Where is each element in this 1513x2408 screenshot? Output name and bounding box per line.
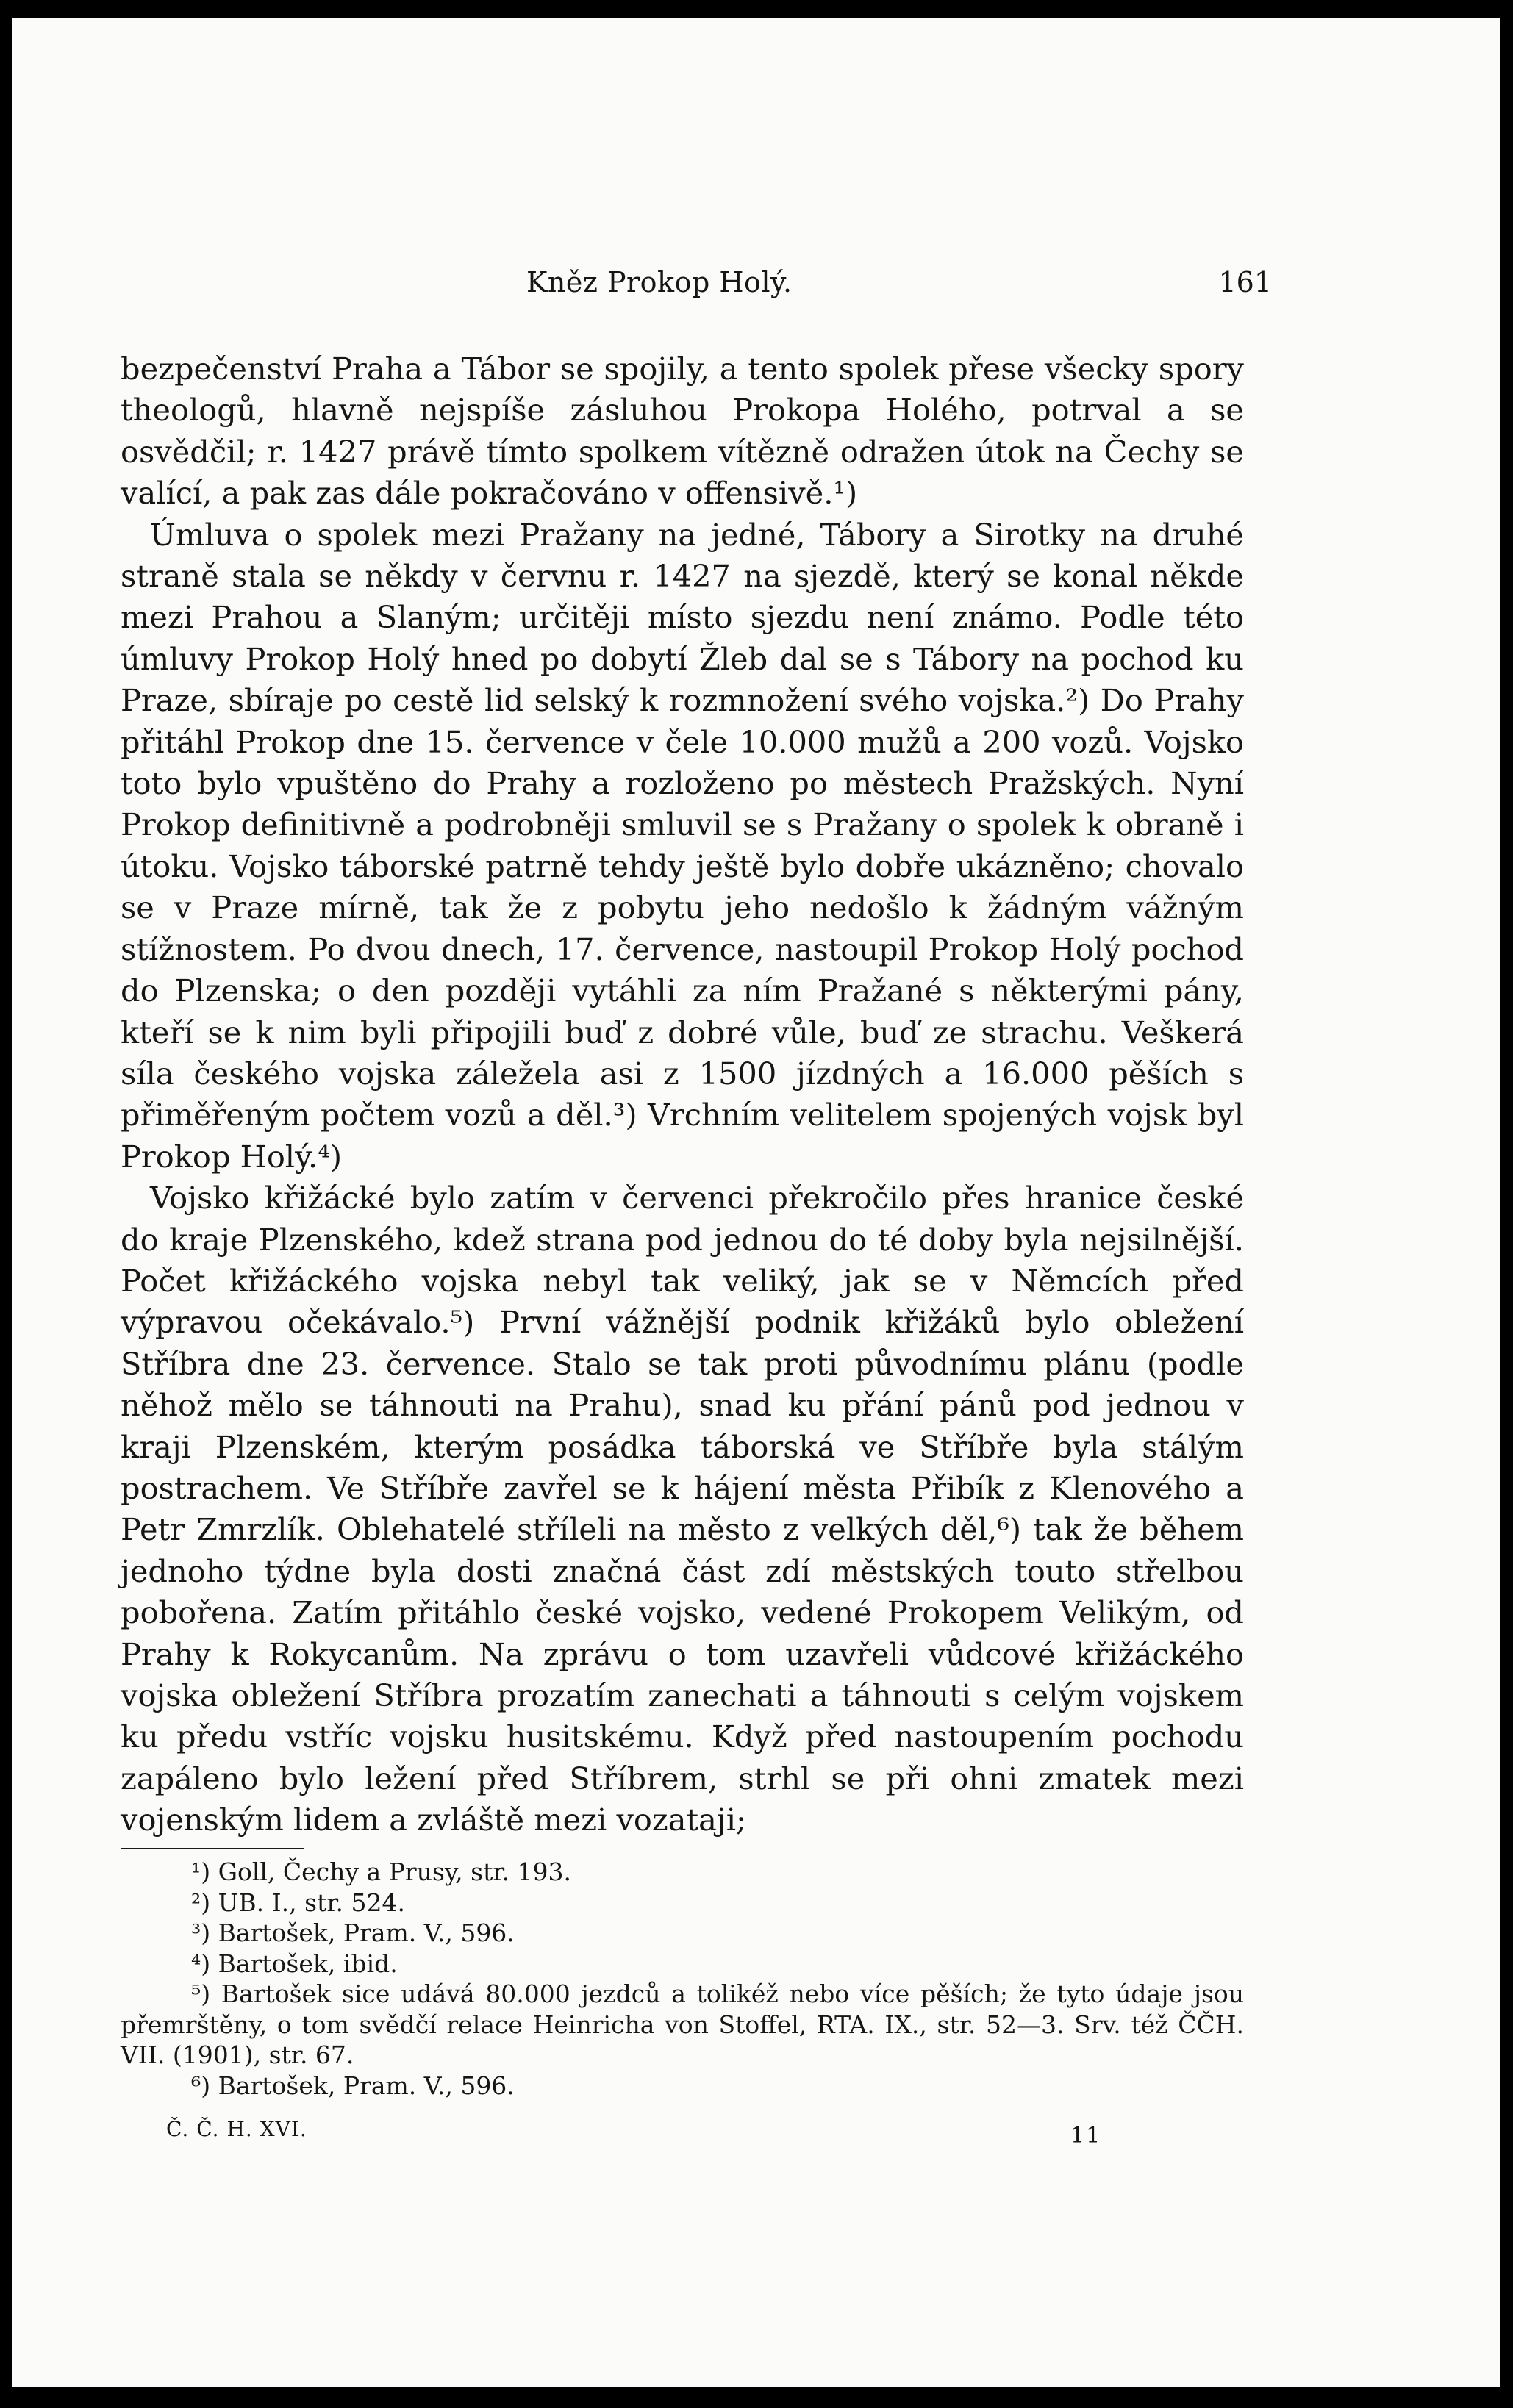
body-text [121, 348, 1244, 1841]
footnote: ⁶) Bartošek, Pram. V., 596. [191, 2071, 515, 2100]
footnote-divider [121, 1848, 304, 1849]
book-page [12, 18, 1500, 2387]
footnote: ⁴) Bartošek, ibid. [191, 1949, 398, 1978]
footnote: ³) Bartošek, Pram. V., 596. [191, 1918, 515, 1947]
paragraph: bezpečenství Praha a Tábor se spojily, a tento spolek přese všecky spory theologů, hlavně nejspíše zásluhou Prokopa Holého, potrval a se osvědčil; r. 1427 právě tímto spolkem vítězně odražen útok na Čechy se valící, a pak zas dále pokračováno v offensivě.¹) [121, 351, 1244, 512]
paragraph: Vojsko křižácké bylo zatím v červenci překročilo přes hranice české do kraje Plzenského, kdež strana pod jednou do té doby byla nejsilnější. Počet křižáckého vojska nebyl tak veliký, jak se v Němcích před výpravou očekávalo.⁵) První vážnější podnik křižáků bylo obležení Stříbra dne 23. července. Stalo se tak proti původnímu plánu (podle něhož mělo se táhnouti na Prahu), snad ku přání pánů pod jednou v kraji Plzenském, kterým posádka táborská ve Stříbře byla stálým postrachem. Ve Stříbře zavřel se k hájení města Přibík z Klenového a Petr Zmrzlík. Oblehatelé stříleli na město z velkých děl,⁶) tak že během jednoho týdne byla dosti značná část zdí městských touto střelbou pobořena. Zatím přitáhlo české vojsko, vedené Prokopem Velikým, od Prahy k Rokycanům. Na zprávu o tom uzavřeli vůdcové křižáckého vojska obležení Stříbra prozatím zanechati a táhnouti s celým vojskem ku předu vstříc vojsku husitskému. Když před nastoupením pochodu zapáleno bylo ležení před Stříbrem, strhl se při ohni zmatek mezi vojenským lidem a zvláště mezi vozataji; [121, 1180, 1244, 1838]
footnote: ⁵) Bartošek sice udává 80.000 jezdců a tolikéž nebo více pěších; že tyto údaje jsou přemrštěny, o tom svědčí relace Heinricha von Stoffel, RTA. IX., str. 52—3. Srv. též ČČH. VII. (1901), str. 67. [121, 1979, 1244, 2069]
printer-signature: Č. Č. H. XVI. [166, 2117, 307, 2141]
page-header [12, 266, 1500, 310]
footnote: ²) UB. I., str. 524. [191, 1888, 405, 1917]
running-title: Kněz Prokop Holý. [526, 266, 793, 298]
page-footer [12, 2117, 1500, 2154]
paragraph: Úmluva o spolek mezi Pražany na jedné, Tábory a Sirotky na druhé straně stala se někdy v červnu r. 1427 na sjezdě, který se konal někde mezi Prahou a Slaným; určitěji místo sjezdu není známo. Podle této úmluvy Prokop Holý hned po dobytí Žleb dal se s Tábory na pochod ku Praze, sbíraje po cestě lid selský k rozmnožení svého vojska.²) Do Prahy přitáhl Prokop dne 15. července v čele 10.000 mužů a 200 vozů. Vojsko toto bylo vpuštěno do Prahy a rozloženo po městech Pražských. Nyní Prokop definitivně a podrobněji smluvil se s Pražany o spolek k obraně i útoku. Vojsko táborské patrně tehdy ještě bylo dobře ukázněno; chovalo se v Praze mírně, tak že z pobytu jeho nedošlo k žádným vážným stížnostem. Po dvou dnech, 17. července, nastoupil Prokop Holý pochod do Plzenska; o den později vytáhli za ním Pražané s některými pány, kteří se k nim byli připojili buď z dobré vůle, buď ze strachu. Veškerá síla českého vojska záležela asi z 1500 jízdných a 16.000 pěších s přiměřeným počtem vozů a děl.³) Vrchním velitelem spojených vojsk byl Prokop Holý.⁴) [121, 516, 1244, 1175]
footnotes [121, 1857, 1244, 2101]
signature-number: 11 [1070, 2123, 1102, 2149]
footnote: ¹) Goll, Čechy a Prusy, str. 193. [191, 1857, 571, 1886]
page-number: 161 [1218, 266, 1272, 298]
